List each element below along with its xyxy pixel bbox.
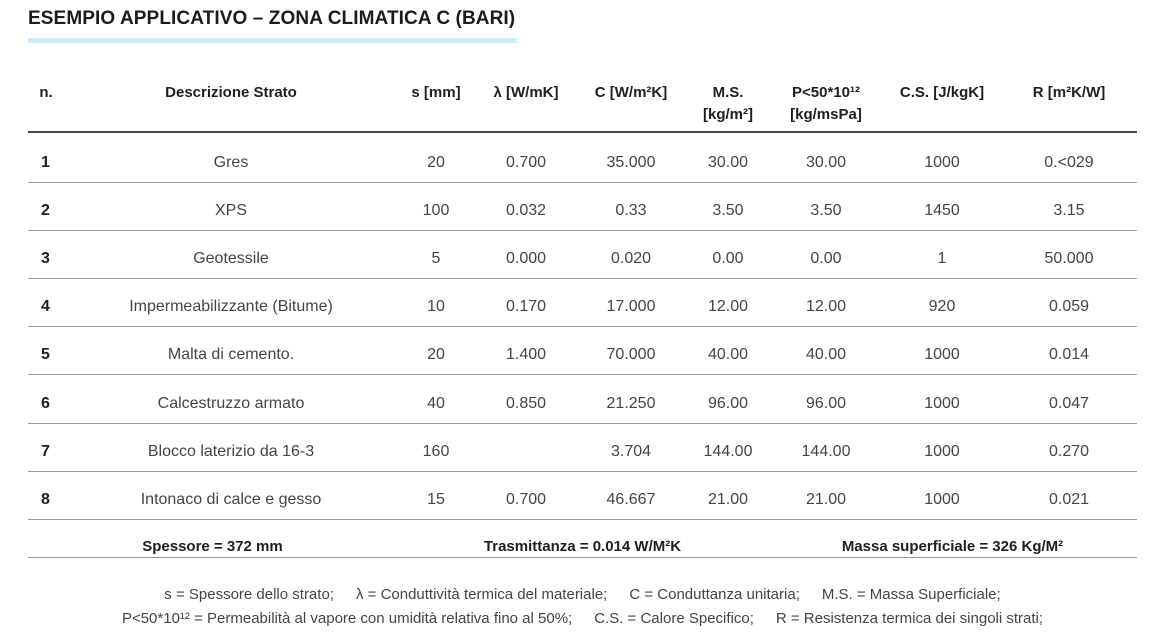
cell-col-conductance: 3.704: [610, 442, 652, 460]
cell-col-permeability: 12.00: [805, 298, 847, 316]
cell-col-r: 0.021: [1048, 490, 1090, 508]
header-col-cs: [887, 82, 997, 104]
cell-col-description: Impermeabilizzante (Bitume): [129, 298, 333, 316]
cell-col-thickness: 20: [427, 346, 445, 364]
cell-col-conductance: 35.000: [606, 154, 656, 171]
cell-col-ms: 3.50: [712, 202, 744, 220]
cell-col-ms: 40.00: [707, 346, 749, 364]
cell-col-thickness: 100: [422, 202, 450, 220]
header-col-thickness: [396, 82, 476, 104]
header-label: s [mm]: [411, 84, 461, 101]
cell-col-ms: 96.00: [707, 394, 749, 412]
row-divider: [28, 471, 1137, 472]
legend-lambda: λ = Conduttività termica del materiale;: [355, 586, 608, 603]
header-col-conductance: [581, 82, 681, 104]
legend-line-1: [0, 586, 1165, 603]
cell-col-n: 8: [41, 490, 50, 508]
cell-col-lambda: 0.850: [505, 394, 547, 412]
cell-col-cs: 1450: [924, 202, 960, 220]
cell-col-n: 2: [41, 202, 50, 220]
header-label: R [m²K/W]: [1032, 84, 1106, 101]
cell-col-ms: 144.00: [703, 442, 753, 460]
legend-s: s = Spessore dello strato;: [164, 586, 334, 603]
summary-surface-mass: Massa superficiale = 326 Kg/M²: [841, 538, 1064, 555]
header-col-r: [1019, 82, 1119, 104]
legend-ms: M.S. = Massa Superficiale;: [821, 586, 1001, 603]
cell-col-r: 0.047: [1048, 394, 1090, 412]
title-underline: [28, 38, 517, 43]
cell-col-lambda: 1.400: [505, 346, 547, 364]
cell-col-permeability: 3.50: [810, 202, 842, 220]
cell-col-lambda: 0.000: [505, 250, 547, 268]
cell-col-cs: 1000: [924, 154, 960, 171]
cell-col-thickness: 40: [427, 394, 445, 412]
header-col-lambda: [481, 82, 571, 104]
cell-col-thickness: 160: [422, 442, 450, 460]
header-label: n.: [39, 84, 53, 101]
cell-col-description: Malta di cemento.: [167, 346, 295, 364]
row-divider: [28, 374, 1137, 375]
row-divider: [28, 326, 1137, 327]
header-label: Descrizione Strato: [165, 84, 297, 101]
cell-col-permeability: 40.00: [805, 346, 847, 364]
cell-col-r: 0.<029: [1044, 154, 1094, 171]
cell-col-n: 4: [41, 298, 50, 316]
cell-col-r: 0.014: [1048, 346, 1090, 364]
cell-col-n: 1: [41, 154, 50, 171]
row-divider: [28, 278, 1137, 279]
cell-col-conductance: 46.667: [606, 490, 656, 508]
summary-bottom-divider: [28, 557, 1137, 558]
header-col-ms: [688, 82, 768, 126]
header-label: P<50*10¹²: [792, 84, 860, 101]
cell-col-description: XPS: [214, 202, 247, 220]
cell-col-r: 50.000: [1044, 250, 1094, 268]
cell-col-conductance: 17.000: [606, 298, 656, 316]
cell-col-description: Gres: [213, 154, 249, 171]
cell-col-permeability: 30.00: [805, 154, 847, 171]
row-divider: [28, 519, 1137, 520]
header-divider: [28, 131, 1137, 133]
row-divider: [28, 182, 1137, 183]
header-label: λ [W/mK]: [493, 84, 559, 101]
cell-col-lambda: 0.700: [505, 490, 547, 508]
cell-col-r: 0.270: [1048, 442, 1090, 460]
header-col-description: [121, 82, 341, 104]
cell-col-cs: 1: [937, 250, 947, 268]
header-unit: [kg/m²]: [703, 106, 753, 123]
cell-col-lambda: 0.170: [505, 298, 547, 316]
legend-line-2: [0, 610, 1165, 627]
header-label: M.S.: [712, 84, 744, 101]
cell-col-thickness: 20: [427, 154, 445, 171]
cell-col-ms: 12.00: [707, 298, 749, 316]
legend-cs: C.S. = Calore Specifico;: [594, 610, 754, 627]
legend-p: P<50*10¹² = Permeabilità al vapore con umidità relativa fino al 50%;: [121, 610, 573, 627]
cell-col-cs: 1000: [924, 490, 960, 508]
cell-col-r: 3.15: [1053, 202, 1085, 220]
cell-col-description: Intonaco di calce e gesso: [140, 490, 322, 508]
cell-col-thickness: 15: [427, 490, 445, 508]
cell-col-conductance: 0.33: [615, 202, 647, 220]
cell-col-n: 3: [41, 250, 50, 268]
cell-col-permeability: 0.00: [810, 250, 842, 268]
cell-col-n: 6: [41, 394, 50, 412]
cell-col-n: 5: [41, 346, 50, 364]
row-divider: [28, 230, 1137, 231]
cell-col-conductance: 21.250: [606, 394, 656, 412]
cell-col-description: Blocco laterizio da 16-3: [147, 442, 315, 460]
cell-col-permeability: 21.00: [805, 490, 847, 508]
cell-col-description: Geotessile: [193, 250, 269, 268]
cell-col-permeability: 144.00: [801, 442, 851, 460]
page-title: ESEMPIO APPLICATIVO – ZONA CLIMATICA C (BARI): [28, 8, 516, 29]
header-label: C.S. [J/kgK]: [899, 84, 985, 101]
header-unit: [kg/msPa]: [790, 106, 862, 123]
legend-r: R = Resistenza termica dei singoli strati;: [775, 610, 1044, 627]
cell-col-conductance: 0.020: [610, 250, 652, 268]
cell-col-r: 0.059: [1048, 298, 1090, 316]
cell-col-cs: 1000: [924, 394, 960, 412]
cell-col-ms: 0.00: [712, 250, 744, 268]
row-divider: [28, 423, 1137, 424]
cell-col-cs: 1000: [924, 442, 960, 460]
summary-thickness: Spessore = 372 mm: [142, 538, 283, 555]
summary-transmittance: Trasmittanza = 0.014 W/M²K: [483, 538, 682, 555]
header-col-n: [26, 82, 66, 104]
header-label: C [W/m²K]: [594, 84, 668, 101]
cell-col-permeability: 96.00: [805, 394, 847, 412]
header-col-permeability: [771, 82, 881, 126]
cell-col-lambda: 0.700: [505, 154, 547, 171]
cell-col-ms: 30.00: [707, 154, 749, 171]
cell-col-lambda: 0.032: [505, 202, 547, 220]
cell-col-conductance: 70.000: [606, 346, 656, 364]
cell-col-thickness: 5: [431, 250, 441, 268]
cell-col-n: 7: [41, 442, 50, 460]
legend-c: C = Conduttanza unitaria;: [629, 586, 800, 603]
cell-col-ms: 21.00: [707, 490, 749, 508]
cell-col-description: Calcestruzzo armato: [157, 394, 305, 412]
cell-col-cs: 1000: [924, 346, 960, 364]
cell-col-thickness: 10: [427, 298, 445, 316]
cell-col-cs: 920: [928, 298, 956, 316]
